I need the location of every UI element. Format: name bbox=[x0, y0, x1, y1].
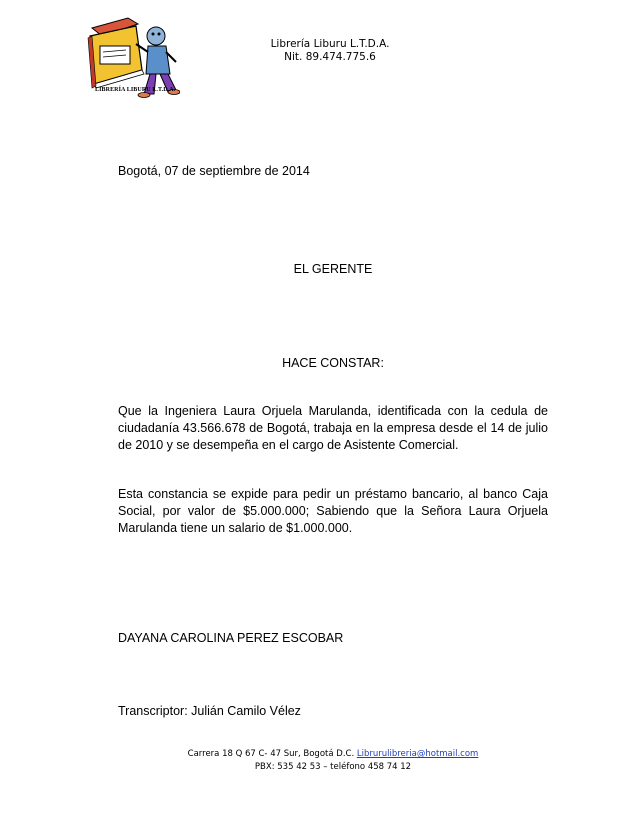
footer-email-link[interactable]: Librurulibreria@hotmail.com bbox=[356, 749, 479, 759]
addressee: EL GERENTE bbox=[293, 262, 373, 276]
footer-address bbox=[118, 748, 548, 760]
footer-phones: PBX: 535 42 53 – teléfono 458 74 12 bbox=[254, 762, 412, 772]
date-line: Bogotá, 07 de septiembre de 2014 bbox=[118, 164, 310, 178]
signatory-name: DAYANA CAROLINA PEREZ ESCOBAR bbox=[118, 631, 344, 645]
statement-title: HACE CONSTAR: bbox=[282, 356, 384, 370]
paragraph-purpose: Esta constancia se expide para pedir un préstamo bancario, al banco Caja Social, por valor de $5.000.000; Sabiendo que la Señora Laura Orjuela Marulanda tiene un salario de $1.000.000. bbox=[118, 487, 548, 535]
logo-caption: LIBRERÍA LIBURU L.T.D.A. bbox=[95, 87, 176, 93]
footer-street: Carrera 18 Q 67 C- 47 Sur, Bogotá D.C. bbox=[187, 749, 355, 759]
company-name: Librería Liburu L.T.D.A. bbox=[270, 38, 390, 50]
company-nit: Nit. 89.474.775.6 bbox=[284, 51, 376, 63]
paragraph-employment: Que la Ingeniera Laura Orjuela Marulanda, identificada con la cedula de ciudadanía 43.566.678 de Bogotá, trabaja en la empresa desde el 14 de julio de 2010 y se desempeña en el cargo de Asistente Comercial. bbox=[118, 404, 548, 452]
transcriber: Transcriptor: Julián Camilo Vélez bbox=[118, 704, 301, 718]
